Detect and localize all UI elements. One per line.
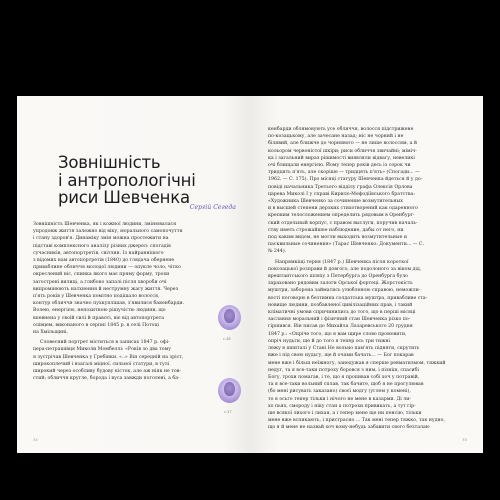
text-line: Словесний портрет міститься в записах 1847 р. офі-: [40, 340, 170, 346]
text-line: Богу, трохи помагав, і те, що я пропивав собі хоч у потравій,: [268, 374, 420, 380]
text-line: тридцять п'ять, але скоріше — тридцять п'ять» (Спогади... —: [268, 170, 420, 176]
text-line: загострені вилиці, а глибоко запалі після хвороби очі: [33, 279, 167, 285]
text-line: білявий, але ближче до чорнявого — не лише волоссям, а й: [268, 141, 417, 147]
text-line: 1962. — С. 175). Про місяці статуру Шевченка йдеться й у до-: [268, 177, 423, 183]
text-line: олівцем, виконаного в серпні 1845 р. в селі Потоці: [33, 322, 160, 328]
text-line: цера-петрашівця Миколи Момбеллі: «Років зо два тому: [33, 347, 171, 353]
text-line: вже і під свою нудьгу, ще й очами бачать... — Бог покарав: [268, 353, 414, 359]
text-line: на Хмільщині.: [33, 330, 69, 336]
text-line: кліматичні умови спричинились до того, що в перші місяці: [268, 310, 416, 316]
text-line: ше всякої лихого і лихая, а і тепер мене ще ни пенсію, тільки: [268, 410, 422, 416]
text-line: хо пьях, смороду і ніку стан а потрохи привикать, а тут гір-: [268, 403, 416, 409]
text-line: пасквильные сочинения» (Тарас Шевченко: Документи... — С.: [268, 242, 425, 248]
text-line: то я осьго тепер тільки і нічого не мене в казарми. Ді ли-: [268, 396, 411, 402]
portrait-caption: с.37: [224, 410, 232, 414]
text-line: «Художника Шевченко за сочинение возмутительных: [268, 199, 403, 205]
text-line: опріч нудьги, ще й до того я тепер ось три тижні: [268, 338, 391, 344]
author-name: Сергій Сегеда: [189, 204, 236, 211]
text-line: кольором червоністої шкіри; риси обличчя звичайні; міміч-: [268, 148, 417, 154]
self-portrait-1840-thumbnail: [218, 305, 241, 330]
text-line: Зовнішність Шевченка, як і кожної людини, змінювалася: [33, 222, 177, 227]
text-line: широкий через особливу будову кісток, але аж ніяк не тов-: [33, 369, 181, 375]
text-line: і стану здоров'я. Динаміку змін можна простежити на: [33, 236, 169, 242]
text-line: недуг, та я все-таки потроху боровся з ним, і пізніш, спасибі: [268, 367, 419, 373]
text-line: врештантського шляху з Петербурга до Оренбурга було: [268, 274, 408, 280]
title-line: і антропологічні: [58, 170, 196, 190]
left-page: [17, 96, 250, 453]
text-line: по-козацькому, але зачесане назад; ніс не чорний і не: [268, 134, 404, 140]
text-line: мене вже і більш неїжногу, занедужав я сперше ревматизмом, тяжкий: [268, 360, 446, 366]
text-line: новище людини, позбавленої цивілізаційних прав, і такий: [268, 302, 413, 308]
text-line: ству иметь строжайшее наблюдение, дабы от него, ни: [268, 227, 404, 233]
text-line: мене вже вспикають, і пристрасно ... Так мені тепер тяжко, так нудно,: [268, 418, 445, 424]
text-line: лежу в шпиталі у Стані Не вольно пам'ять підняти, скрутить: [268, 346, 420, 352]
text-line: випромінюють натхнення й неструмну жагу життя. Через: [33, 286, 179, 292]
text-line: з відомих нам автопортретів (1840) до глядача обернене: [33, 258, 175, 264]
page-number-left: 34: [33, 437, 38, 442]
text-line: царева Миколі І у справі Кирило-Мефодіївського братства:: [268, 191, 415, 197]
title-line: риси Шевченка: [58, 188, 190, 207]
text-line: № 244).: [268, 249, 287, 255]
text-line: упродовж життя залежно від віку, морального самопочуття: [33, 229, 183, 235]
text-line: впевнена у своїй силі й правоті, віє від автопортрета: [33, 315, 165, 321]
text-line: гіршився. Він писав до Михайла Лазаревського 20 грудня: [268, 324, 413, 330]
text-line: Волею, енергією, непохитною рішучістю людини, що: [33, 308, 166, 314]
text-line: и в высшей степени дерзких стихотворений как одаренного: [268, 206, 418, 212]
left-body-text: [33, 221, 213, 382]
text-line: ский отдельный корпус, с правом выслуги, поручив началь-: [268, 220, 418, 226]
text-line: покозацької розправи й довгого, але подолоного за віком дід,: [268, 266, 422, 272]
page-number-right: 35: [462, 437, 467, 442]
text-line: вості поговорю в безтимна солдатська муштра, привабливе ста-: [268, 295, 428, 301]
right-page: [250, 96, 483, 453]
article-title: [58, 154, 248, 207]
text-line: (бо мені рисувать заказано) своєї модгу (углем у комені),: [268, 389, 411, 395]
text-line: муштри, заборона займатись улюбленою справою, неможли-: [268, 288, 421, 294]
text-line: сучасників, автопортретів, світлин. Із найраннішого: [33, 250, 164, 256]
title-line: Зовнішність: [58, 153, 161, 172]
text-line: повіді начальника Третього відділу графа Олексія Орлова: [268, 184, 413, 190]
text-line: под каким видом, не могли выходить возмутительные и: [268, 235, 407, 241]
text-line: стий; обличчя кругле, борода і вуса завжди поголені, а ба-: [33, 376, 180, 382]
text-line: п'ять років у Шевченка помітно подішало волосся,: [33, 294, 160, 300]
text-line: що я й мене не назвай хоч кому-небудь забавити свого безталан-: [268, 425, 431, 431]
right-body-text: [268, 126, 464, 432]
text-line: контур обличчя значно пухкуплішав, з'явилися бакенбарди.: [33, 301, 185, 307]
text-line: очі блищали енергією. Йому тепер років десь із сорок чи: [268, 163, 411, 169]
text-line: зараховано рядовим залоги Орської фортеці. Жорстокість: [268, 281, 413, 287]
text-line: крепким телосложением определить рядовым в Оренбург-: [268, 213, 415, 219]
self-portrait-1845-thumbnail: [218, 378, 241, 403]
text-line: окреслений ніс, спинка якого має пряму форму, трохи: [33, 272, 170, 278]
text-line: підставі комплексного аналізу різних джерел: спогадів: [33, 243, 171, 249]
text-line: ка і загальний вираз рішимості виявляли відвагу, невеликі: [268, 155, 415, 161]
text-line: широкоплечий і взагалі міцної, сильної статури, в тулі: [33, 361, 170, 367]
text-line: кенбарди облямовують усе обличчя, волосся підстрижене: [268, 127, 414, 132]
portrait-caption: с.48: [223, 337, 231, 341]
text-line: я зустрічав Шевченка у Гребінки. «..» Він середній на зріст,: [33, 354, 184, 360]
text-line: Напрямкіщі терня (1847 р.) Шевченка після короткої: [275, 259, 409, 265]
text-line: 1847 р.: «Опріче того, що я вам щире слово промовити,: [268, 331, 407, 337]
text-line: заслання моральний і фізичний стан Шевченка різко по-: [268, 317, 411, 323]
book-spread: [17, 96, 483, 453]
text-line: та я все-таки вольний сплав, так бачите, щоб я не прогулював: [268, 382, 424, 388]
text-line: приваблине обличчя молодої людини — опукле чоло, чітко: [33, 265, 181, 271]
